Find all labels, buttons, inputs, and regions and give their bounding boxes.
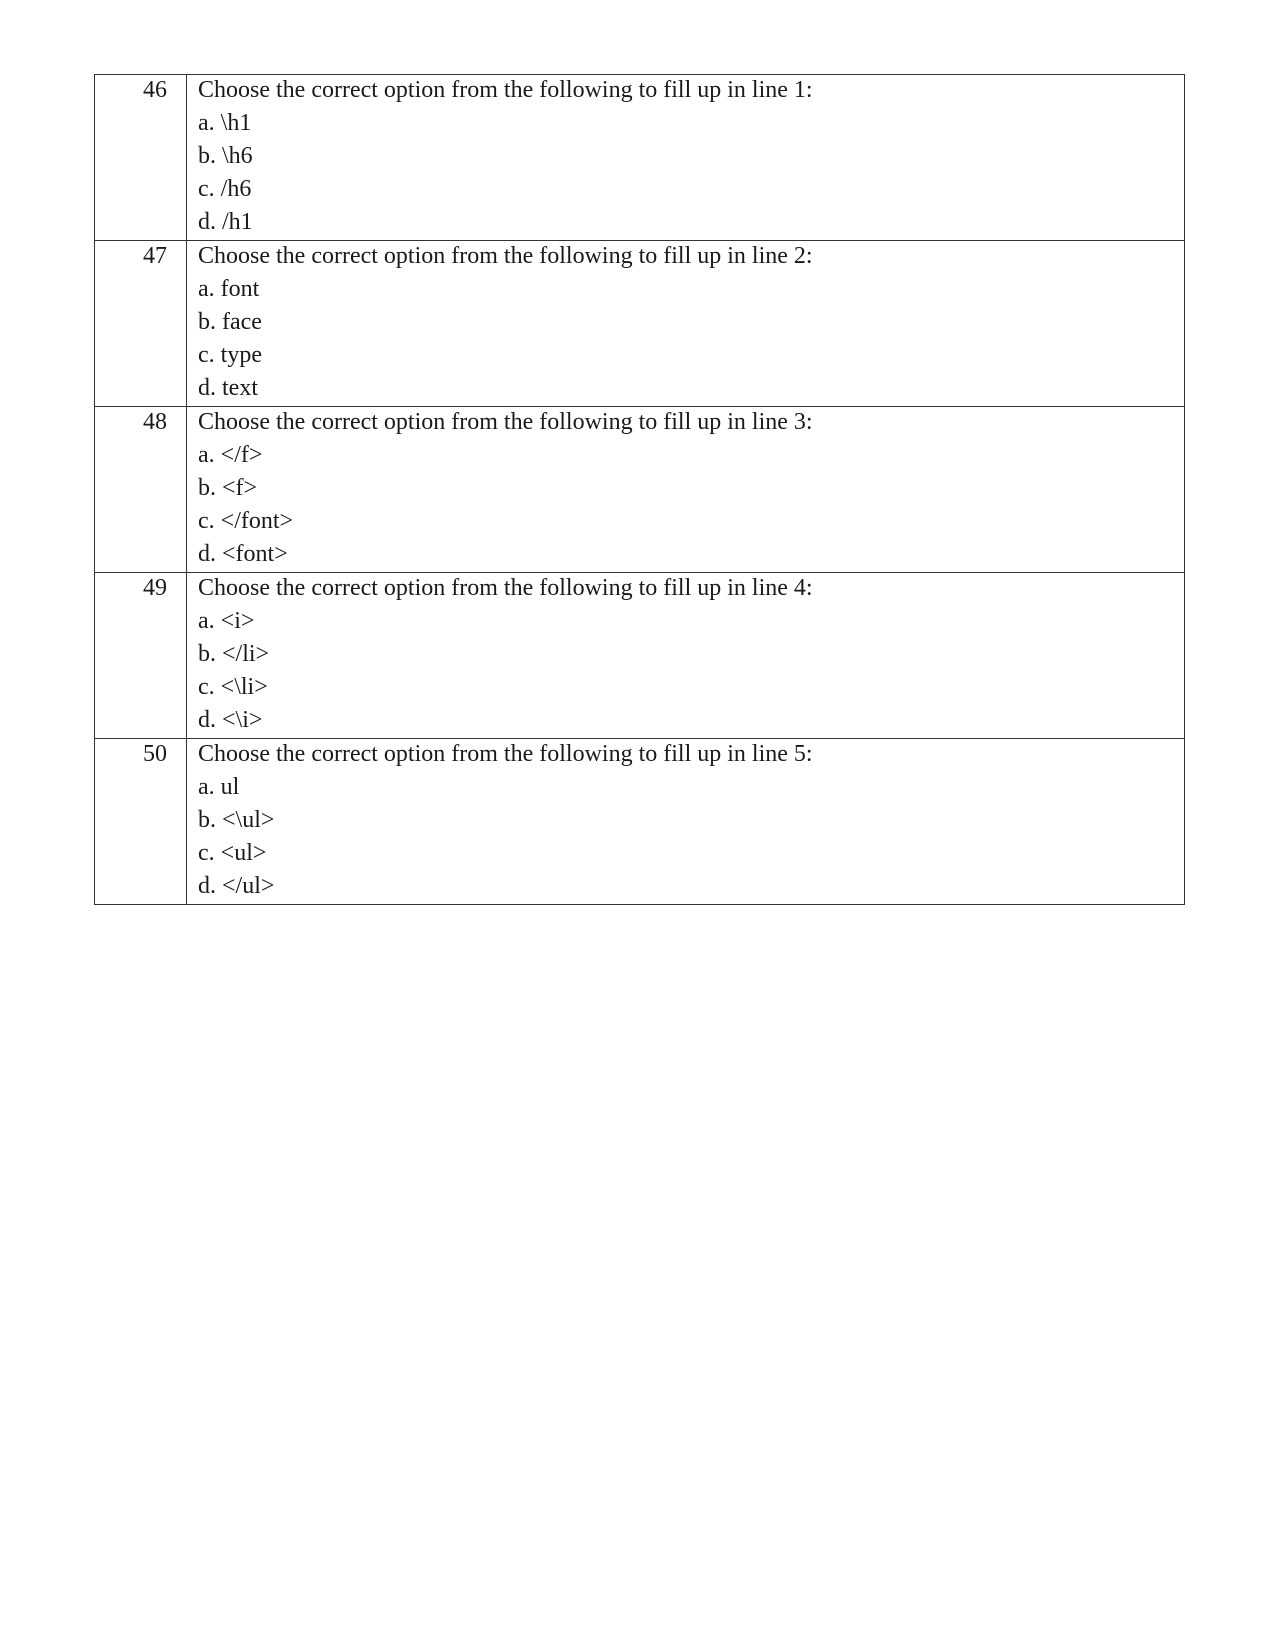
option-c: c. </font> bbox=[198, 508, 294, 534]
question-body-cell bbox=[187, 75, 1185, 241]
question-text: Choose the correct option from the following to fill up in line 2: bbox=[198, 243, 813, 269]
option-b: b. <\ul> bbox=[198, 807, 275, 833]
option-c: c. /h6 bbox=[198, 176, 252, 202]
question-row-49 bbox=[95, 573, 1185, 739]
question-body-cell bbox=[187, 573, 1185, 739]
question-row-50 bbox=[95, 739, 1185, 905]
option-b: b. <f> bbox=[198, 475, 258, 501]
option-d: d. </ul> bbox=[198, 873, 275, 899]
question-body-cell bbox=[187, 241, 1185, 407]
option-a: a. \h1 bbox=[198, 110, 252, 136]
question-number-cell bbox=[95, 739, 187, 905]
option-d: d. /h1 bbox=[198, 209, 253, 235]
question-number: 46 bbox=[143, 77, 167, 103]
option-c: c. type bbox=[198, 342, 262, 368]
question-text: Choose the correct option from the following to fill up in line 1: bbox=[198, 77, 813, 103]
option-a: a. ul bbox=[198, 774, 240, 800]
question-body-cell bbox=[187, 407, 1185, 573]
question-text: Choose the correct option from the following to fill up in line 3: bbox=[198, 409, 813, 435]
option-d: d. <\i> bbox=[198, 707, 263, 733]
question-text: Choose the correct option from the following to fill up in line 5: bbox=[198, 741, 813, 767]
option-a: a. </f> bbox=[198, 442, 263, 468]
question-number: 47 bbox=[143, 243, 167, 269]
option-b: b. \h6 bbox=[198, 143, 253, 169]
option-a: a. font bbox=[198, 276, 260, 302]
option-d: d. text bbox=[198, 375, 258, 401]
question-number-cell bbox=[95, 75, 187, 241]
question-row-46 bbox=[95, 75, 1185, 241]
option-d: d. <font> bbox=[198, 541, 288, 567]
question-text: Choose the correct option from the following to fill up in line 4: bbox=[198, 575, 813, 601]
question-number: 50 bbox=[143, 741, 167, 767]
option-b: b. face bbox=[198, 309, 262, 335]
option-a: a. <i> bbox=[198, 608, 255, 634]
option-b: b. </li> bbox=[198, 641, 270, 667]
option-c: c. <ul> bbox=[198, 840, 267, 866]
question-table bbox=[94, 74, 1185, 905]
question-row-48 bbox=[95, 407, 1185, 573]
question-row-47 bbox=[95, 241, 1185, 407]
question-body-cell bbox=[187, 739, 1185, 905]
question-number-cell bbox=[95, 241, 187, 407]
option-c: c. <\li> bbox=[198, 674, 268, 700]
question-number: 48 bbox=[143, 409, 167, 435]
question-number: 49 bbox=[143, 575, 167, 601]
question-number-cell bbox=[95, 407, 187, 573]
question-number-cell bbox=[95, 573, 187, 739]
